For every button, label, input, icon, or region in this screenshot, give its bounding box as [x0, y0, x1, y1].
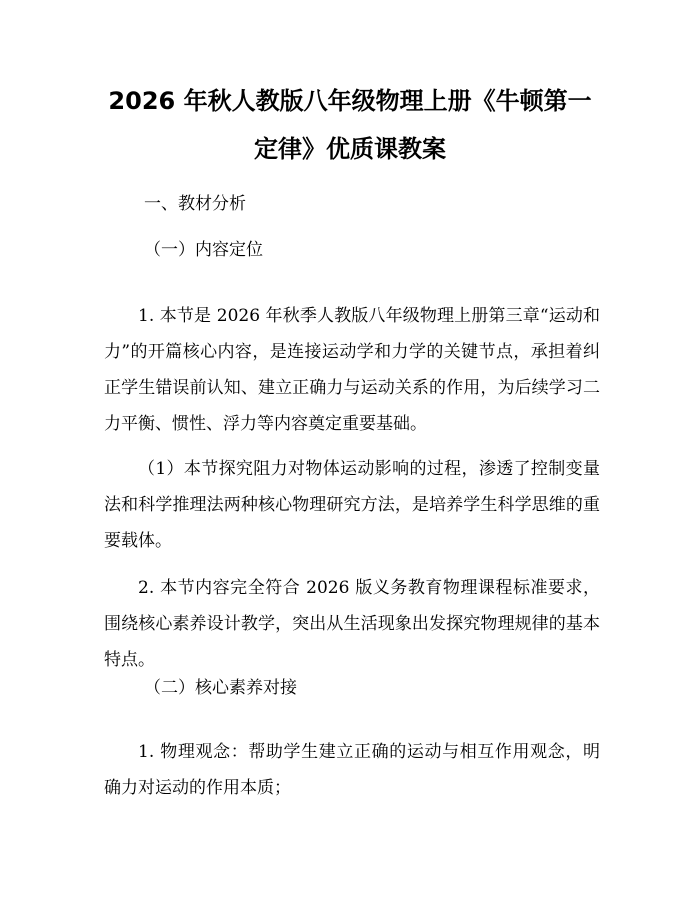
paragraph-curriculum-standard: 2. 本节内容完全符合 2026 版义务教育物理课程标准要求，围绕核心素养设计教学，突出从生活现象出发探究物理规律的基本特点。 — [104, 578, 600, 670]
paragraph-physics-concept: 1. 物理观念：帮助学生建立正确的运动与相互作用观念，明确力对运动的作用本质； — [104, 742, 600, 798]
subsection-heading-content-positioning: （一）内容定位 — [144, 240, 263, 260]
paragraph-content-position: 1. 本节是 2026 年秋季人教版八年级物理上册第三章“运动和力”的开篇核心内容，是连接运动学和力学的关键节点，承担着纠正学生错误前认知、建立正确力与运动关系的作用，为后续学习二力平衡、惯性、浮力等内容奠定重要基础。 — [104, 306, 600, 434]
section-heading-textbook-analysis: 一、教材分析 — [144, 194, 246, 214]
subsection-heading-core-literacy: （二）核心素养对接 — [144, 678, 297, 698]
document-title-line-1: 2026 年秋人教版八年级物理上册《牛顿第一 — [108, 87, 592, 115]
document-title-line-2: 定律》优质课教案 — [254, 135, 446, 163]
paragraph-research-methods: （1）本节探究阻力对物体运动影响的过程，渗透了控制变量法和科学推理法两种核心物理研究方法，是培养学生科学思维的重要载体。 — [104, 459, 600, 551]
